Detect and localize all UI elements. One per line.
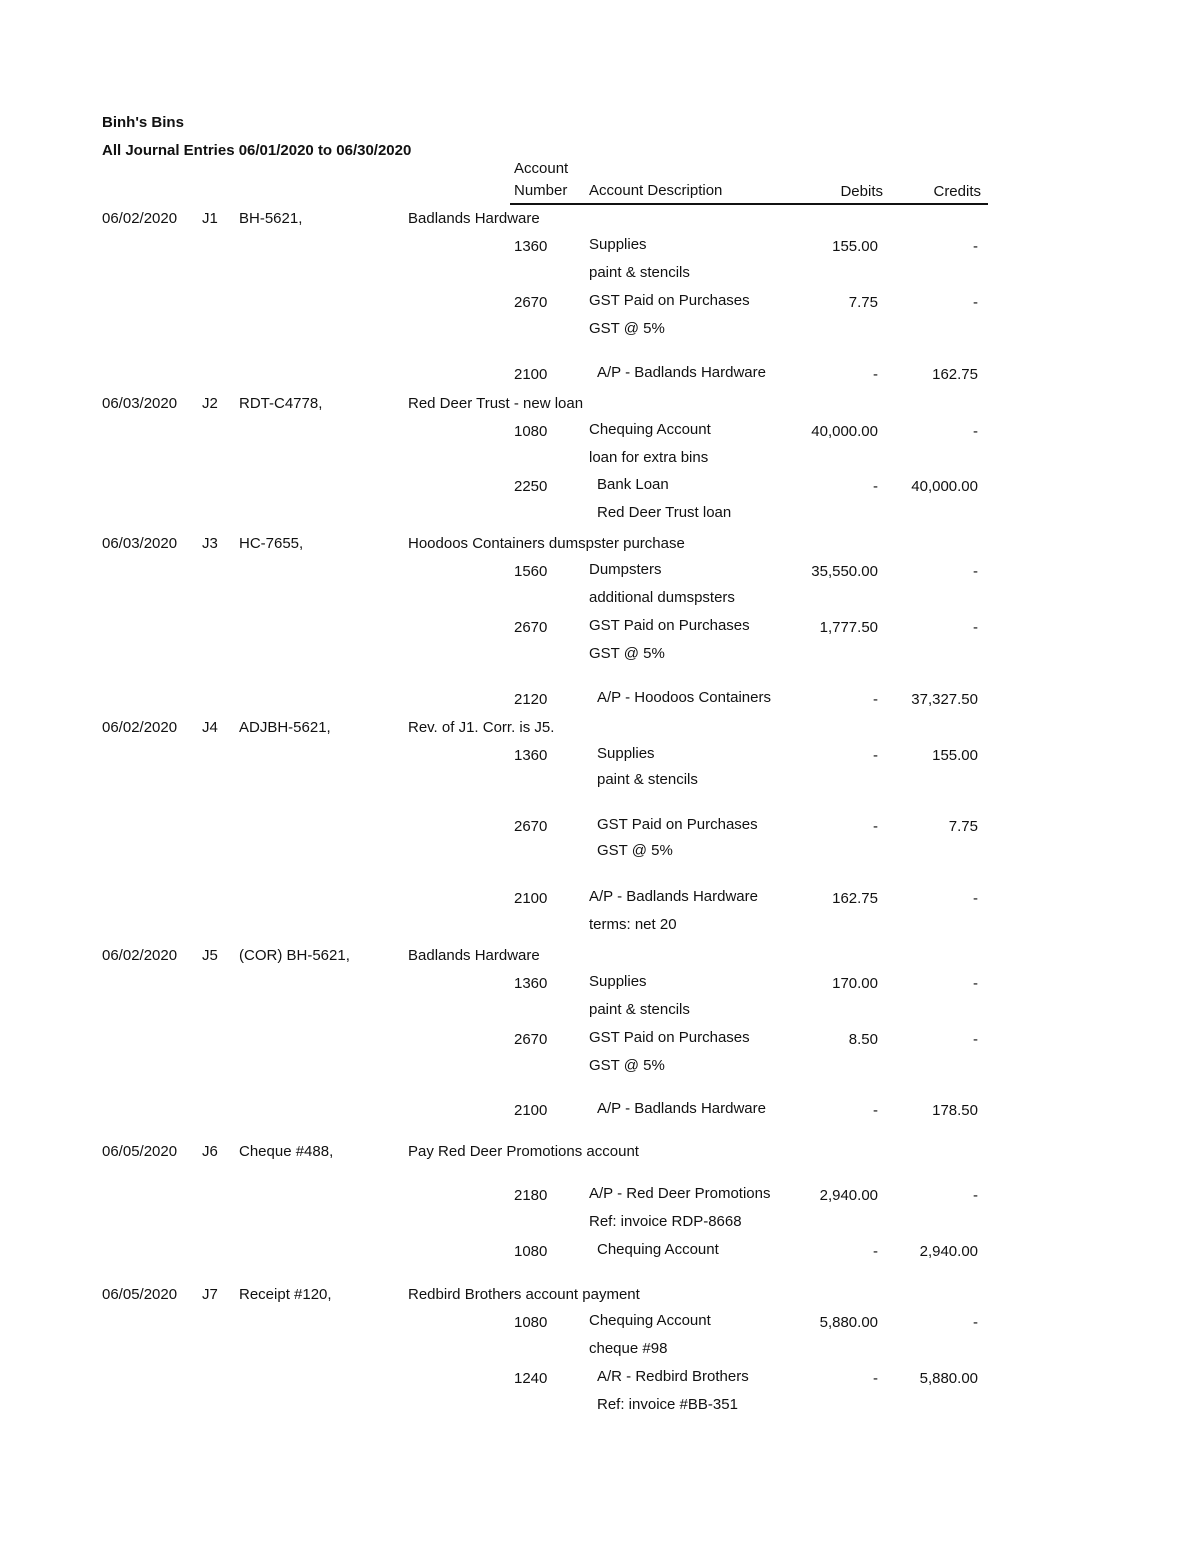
line-debit: 35,550.00 (811, 563, 878, 580)
entry-id: J4 (202, 719, 218, 736)
line-credit: - (973, 563, 978, 580)
entry-comment: Pay Red Deer Promotions account (408, 1143, 639, 1160)
line-debit: 5,880.00 (819, 1314, 878, 1331)
line-account-description: Supplies (589, 236, 647, 253)
line-account-number: 1360 (514, 238, 548, 255)
line-account-description: A/P - Badlands Hardware (597, 1100, 766, 1117)
col-account-number-line1: Account (514, 160, 569, 177)
line-credit: 7.75 (948, 818, 978, 835)
line-note: cheque #98 (589, 1340, 668, 1357)
line-account-description: Supplies (589, 973, 647, 990)
line-note: GST @ 5% (589, 1057, 665, 1074)
line-credit: - (973, 619, 978, 636)
line-credit: 178.50 (932, 1102, 978, 1119)
line-account-number: 2180 (514, 1187, 548, 1204)
line-account-description: GST Paid on Purchases (589, 292, 750, 309)
line-account-description: Bank Loan (597, 476, 669, 493)
line-debit: 8.50 (848, 1031, 878, 1048)
line-account-number: 1360 (514, 975, 548, 992)
line-debit: 162.75 (832, 890, 878, 907)
line-account-number: 2670 (514, 294, 548, 311)
entry-date: 06/05/2020 (102, 1286, 178, 1303)
line-note: additional dumspsters (589, 589, 735, 606)
line-note: Ref: invoice #BB-351 (597, 1396, 738, 1413)
line-account-description: Chequing Account (589, 421, 711, 438)
line-credit: 40,000.00 (911, 478, 978, 495)
line-debit: - (873, 691, 878, 708)
line-account-description: GST Paid on Purchases (589, 1029, 750, 1046)
entry-comment: Badlands Hardware (408, 947, 540, 964)
line-credit: - (973, 975, 978, 992)
line-account-description: GST Paid on Purchases (597, 816, 758, 833)
line-credit: 162.75 (932, 366, 978, 383)
entry-source: Receipt #120, (239, 1286, 332, 1303)
col-account-description: Account Description (589, 182, 723, 199)
line-note: Red Deer Trust loan (597, 504, 732, 521)
line-credit: - (973, 1314, 978, 1331)
entry-comment: Rev. of J1. Corr. is J5. (408, 719, 555, 736)
entry-id: J2 (202, 395, 218, 412)
line-note: loan for extra bins (589, 449, 709, 466)
line-debit: 155.00 (832, 238, 878, 255)
line-debit: 1,777.50 (819, 619, 878, 636)
entry-comment: Redbird Brothers account payment (408, 1286, 640, 1303)
entry-comment: Hoodoos Containers dumspster purchase (408, 535, 685, 552)
line-account-number: 1560 (514, 563, 548, 580)
line-note: paint & stencils (589, 1001, 690, 1018)
line-debit: - (873, 747, 878, 764)
line-debit: 170.00 (832, 975, 878, 992)
line-account-description: Dumpsters (589, 561, 662, 578)
col-debits: Debits (840, 183, 883, 200)
line-account-description: A/P - Hoodoos Containers (597, 689, 771, 706)
entry-id: J1 (202, 210, 218, 227)
line-credit: - (973, 238, 978, 255)
entry-comment: Red Deer Trust - new loan (408, 395, 584, 412)
line-account-description: Supplies (597, 745, 655, 762)
line-account-number: 2670 (514, 818, 548, 835)
entry-source: BH-5621, (239, 210, 303, 227)
line-account-number: 1360 (514, 747, 548, 764)
report-title: All Journal Entries 06/01/2020 to 06/30/2020 (102, 142, 412, 159)
line-note: GST @ 5% (597, 842, 673, 859)
entry-date: 06/03/2020 (102, 535, 178, 552)
line-note: terms: net 20 (589, 916, 677, 933)
line-debit: - (873, 818, 878, 835)
line-credit: 37,327.50 (911, 691, 978, 708)
line-note: Ref: invoice RDP-8668 (589, 1213, 742, 1230)
line-account-number: 2100 (514, 890, 548, 907)
entry-date: 06/02/2020 (102, 210, 178, 227)
line-account-description: A/P - Red Deer Promotions (589, 1185, 771, 1202)
line-credit: 5,880.00 (919, 1370, 978, 1387)
entry-comment: Badlands Hardware (408, 210, 540, 227)
line-credit: - (973, 1187, 978, 1204)
entry-date: 06/02/2020 (102, 947, 178, 964)
col-credits: Credits (933, 183, 981, 200)
line-debit: - (873, 1102, 878, 1119)
line-account-number: 2670 (514, 619, 548, 636)
line-account-number: 2120 (514, 691, 548, 708)
entry-id: J5 (202, 947, 218, 964)
header-rule (510, 203, 988, 205)
line-account-description: A/R - Redbird Brothers (597, 1368, 749, 1385)
entry-source: HC-7655, (239, 535, 304, 552)
line-credit: - (973, 423, 978, 440)
line-account-number: 2100 (514, 1102, 548, 1119)
line-account-number: 2100 (514, 366, 548, 383)
line-note: GST @ 5% (589, 645, 665, 662)
line-credit: - (973, 890, 978, 907)
line-account-number: 1080 (514, 1243, 548, 1260)
entry-source: (COR) BH-5621, (239, 947, 350, 964)
entry-source: RDT-C4778, (239, 395, 323, 412)
line-account-description: A/P - Badlands Hardware (597, 364, 766, 381)
line-debit: - (873, 366, 878, 383)
line-account-number: 1080 (514, 1314, 548, 1331)
line-account-number: 2250 (514, 478, 548, 495)
entry-id: J7 (202, 1286, 218, 1303)
line-note: paint & stencils (597, 771, 698, 788)
entry-source: Cheque #488, (239, 1143, 334, 1160)
company-name: Binh's Bins (102, 114, 184, 131)
entry-date: 06/05/2020 (102, 1143, 178, 1160)
line-account-description: Chequing Account (589, 1312, 711, 1329)
line-credit: 2,940.00 (919, 1243, 978, 1260)
line-debit: - (873, 1243, 878, 1260)
line-account-number: 1240 (514, 1370, 548, 1387)
entry-date: 06/02/2020 (102, 719, 178, 736)
entry-source: ADJBH-5621, (239, 719, 331, 736)
line-account-description: A/P - Badlands Hardware (589, 888, 758, 905)
line-credit: - (973, 1031, 978, 1048)
line-account-number: 2670 (514, 1031, 548, 1048)
entry-date: 06/03/2020 (102, 395, 178, 412)
line-debit: 2,940.00 (819, 1187, 878, 1204)
entry-id: J6 (202, 1143, 218, 1160)
line-account-description: Chequing Account (597, 1241, 719, 1258)
line-note: paint & stencils (589, 264, 690, 281)
line-account-description: GST Paid on Purchases (589, 617, 750, 634)
col-account-number-line2: Number (514, 182, 568, 199)
line-account-number: 1080 (514, 423, 548, 440)
line-credit: - (973, 294, 978, 311)
line-debit: - (873, 1370, 878, 1387)
line-credit: 155.00 (932, 747, 978, 764)
line-note: GST @ 5% (589, 320, 665, 337)
entry-id: J3 (202, 535, 218, 552)
line-debit: 40,000.00 (811, 423, 878, 440)
line-debit: - (873, 478, 878, 495)
line-debit: 7.75 (848, 294, 878, 311)
